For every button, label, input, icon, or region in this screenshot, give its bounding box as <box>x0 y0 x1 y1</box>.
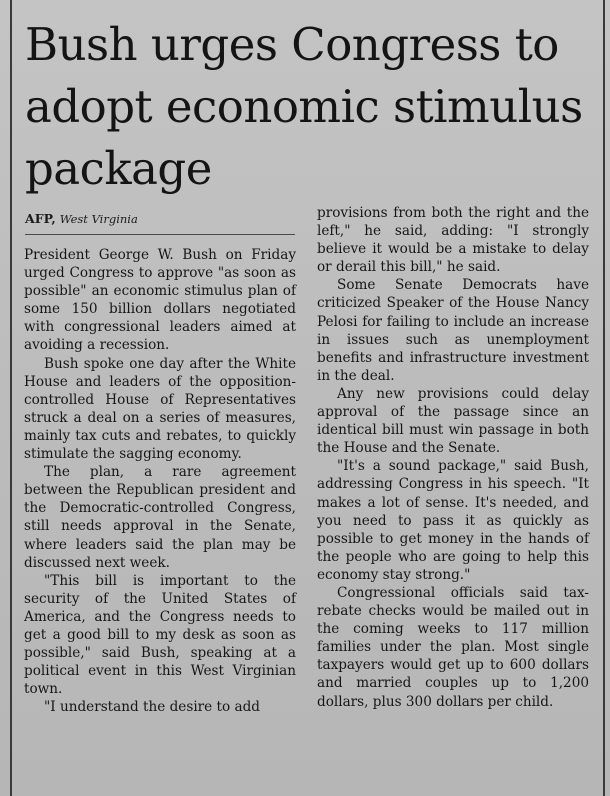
paragraph: "I understand the desire to add <box>44 699 261 716</box>
article-column-left <box>24 246 296 716</box>
article-column-right <box>317 204 589 711</box>
paragraph: "This bill is important to the security of the United States of America, and the Congress needs to get a good bill to my desk as soon as possible," said Bush, speaking at a political event in this West Virginian town. <box>24 572 296 698</box>
left-column-rule <box>10 0 12 796</box>
headline: Bush urges Congress to adopt economic stimulus package <box>25 18 583 195</box>
byline-divider <box>25 234 295 235</box>
paragraph: "It's a sound package," said Bush, addressing Congress in his speech. "It makes a lot of sense. It's needed, and you need to pass it as quickly as possible to get money in the hands of the people who are going to help this economy stay strong." <box>317 458 589 583</box>
byline <box>25 211 295 227</box>
byline-agency: AFP, <box>25 211 56 226</box>
paragraph: The plan, a rare agreement between the Republican president and the Democratic-controlled Congress, still needs approval in the Senate, where leaders said the plan may be discussed next week. <box>24 464 296 571</box>
paragraph: Congressional officials said tax-rebate checks would be mailed out in the coming weeks to 117 million families under the plan. Most single taxpayers would get up to 600 dollars and married couples up to 1,200 dollars, plus 300 dollars per child. <box>317 584 589 710</box>
right-column-rule <box>603 0 605 796</box>
byline-place: West Virginia <box>59 212 138 226</box>
paragraph: Any new provisions could delay approval of the passage since an identical bill must win passage in both the House and the Senate. <box>317 385 589 457</box>
paragraph: provisions from both the right and the left," he said, adding: "I strongly believe it would be a mistake to delay or derail this bill," he said. <box>317 205 589 276</box>
paragraph: Bush spoke one day after the White House and leaders of the opposition-controlled House of Representatives struck a deal on a series of measures, mainly tax cuts and rebates, to quickly stimulate the sagging economy. <box>24 355 296 463</box>
paragraph: President George W. Bush on Friday urged Congress to approve "as soon as possible" an economic stimulus plan of some 150 billion dollars negotiated with congressional leaders aimed at avoiding a recession. <box>24 247 296 354</box>
paragraph: Some Senate Democrats have criticized Speaker of the House Nancy Pelosi for failing to include an increase in issues such as unemployment benefits and infrastructure investment in the deal. <box>317 277 589 384</box>
